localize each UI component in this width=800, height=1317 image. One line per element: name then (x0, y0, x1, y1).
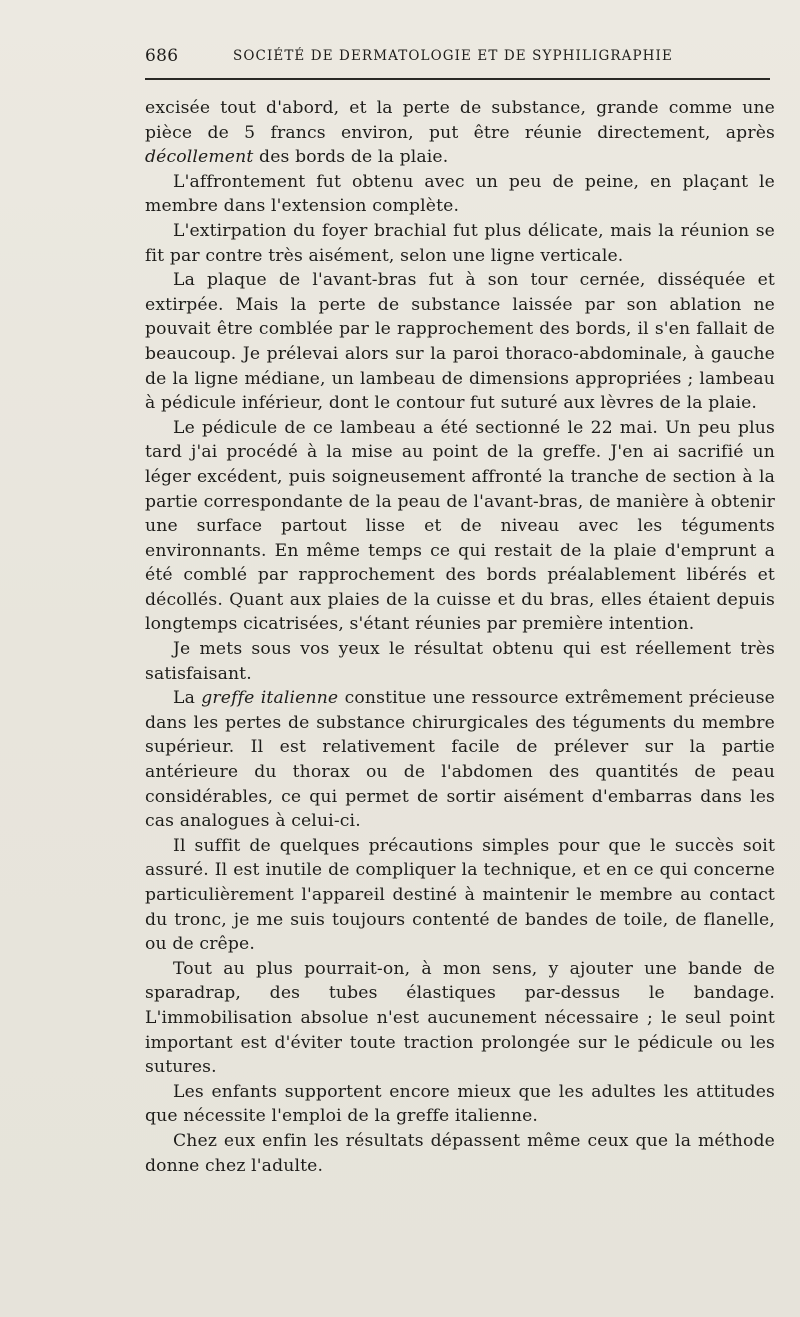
paragraph-6: Je mets sous vos yeux le résultat obtenu qui est réellement très satisfaisant. (145, 639, 775, 684)
italic-decollement: décollement (145, 147, 254, 168)
paragraph-8: Il suffit de quelques précautions simples pour que le succès soit assuré. Il est inutile de compliquer la technique, et en ce qui concerne particulièrement l'appareil destiné à maintenir le membre au contact du tronc, je me suis toujours contenté de bandes de toile, de flanelle, ou de crêpe. (145, 835, 775, 955)
paragraph-2: L'affrontement fut obtenu avec un peu de peine, en plaçant le membre dans l'extension complète. (145, 171, 775, 217)
paragraph-7-text-b: constitue une ressource extrêmement précieuse dans les pertes de substance chirurgicales des téguments du membre supérieur. Il est relativement facile de prélever sur la partie antérieure du thorax ou de l'abdomen des quantités de peau considérables, ce qui permet de sortir aisément d'embarras dans les cas analogues à celui-ci. (145, 688, 775, 832)
italic-greffe-italienne: greffe italienne (201, 688, 339, 709)
paragraph-10: Les enfants supportent encore mieux que les adultes les attitudes que nécessite l'emploi de la greffe italienne. (145, 1081, 775, 1127)
paragraph-9: Tout au plus pourrait-on, à mon sens, y ajouter une bande de sparadrap, des tubes élastiques par-dessus le bandage. L'immobilisation absolue n'est aucunement nécessaire ; le seul point important est d'éviter toute traction prolongée sur le pédicule ou les sutures. (145, 958, 775, 1078)
paragraph-1-text-b: des bords de la plaie. (253, 147, 449, 168)
body-text (145, 96, 775, 1178)
paragraph-3: L'extirpation du foyer brachial fut plus délicate, mais la réunion se fit par contre très aisément, selon une ligne verticale. (145, 220, 775, 266)
paragraph-11: Chez eux enfin les résultats dépassent même ceux que la méthode donne chez l'adulte. (145, 1130, 775, 1176)
paragraph-1 (145, 96, 775, 170)
page-number: 686 (145, 46, 179, 66)
running-head (145, 44, 768, 70)
paragraph-7-text-a: La (173, 688, 202, 709)
running-title: SOCIÉTÉ DE DERMATOLOGIE ET DE SYPHILIGRAPHIE (233, 48, 673, 64)
paragraph-1-text-a: excisée tout d'abord, et la perte de substance, grande comme une pièce de 5 francs environ, put être réunie directement, après (145, 98, 775, 143)
paragraph-4: La plaque de l'avant-bras fut à son tour cernée, disséquée et extirpée. Mais la perte de substance laissée par son ablation ne pouvait être comblée par le rapprochement des bords, il s'en fallait de beaucoup. Je prélevai alors sur la paroi thoraco-abdominale, à gauche de la ligne médiane, un lambeau de dimensions appropriées ; lambeau à pédicule inférieur, dont le contour fut suturé aux lèvres de la plaie. (145, 270, 775, 414)
paragraph-5: Le pédicule de ce lambeau a été sectionné le 22 mai. Un peu plus tard j'ai procédé à la mise au point de la greffe. J'en ai sacrifié un léger excédent, puis soigneusement affronté la tranche de section à la partie correspondante de la peau de l'avant-bras, de manière à obtenir une surface partout lisse et de niveau avec les téguments environnants. En même temps ce qui restait de la plaie d'emprunt a été comblé par rapprochement des bords préalablement libérés et décollés. Quant aux plaies de la cuisse et du bras, elles étaient depuis longtemps cicatrisées, s'étant réunies par première intention. (145, 417, 775, 635)
header-rule (145, 78, 770, 80)
paragraph-7 (145, 686, 775, 834)
